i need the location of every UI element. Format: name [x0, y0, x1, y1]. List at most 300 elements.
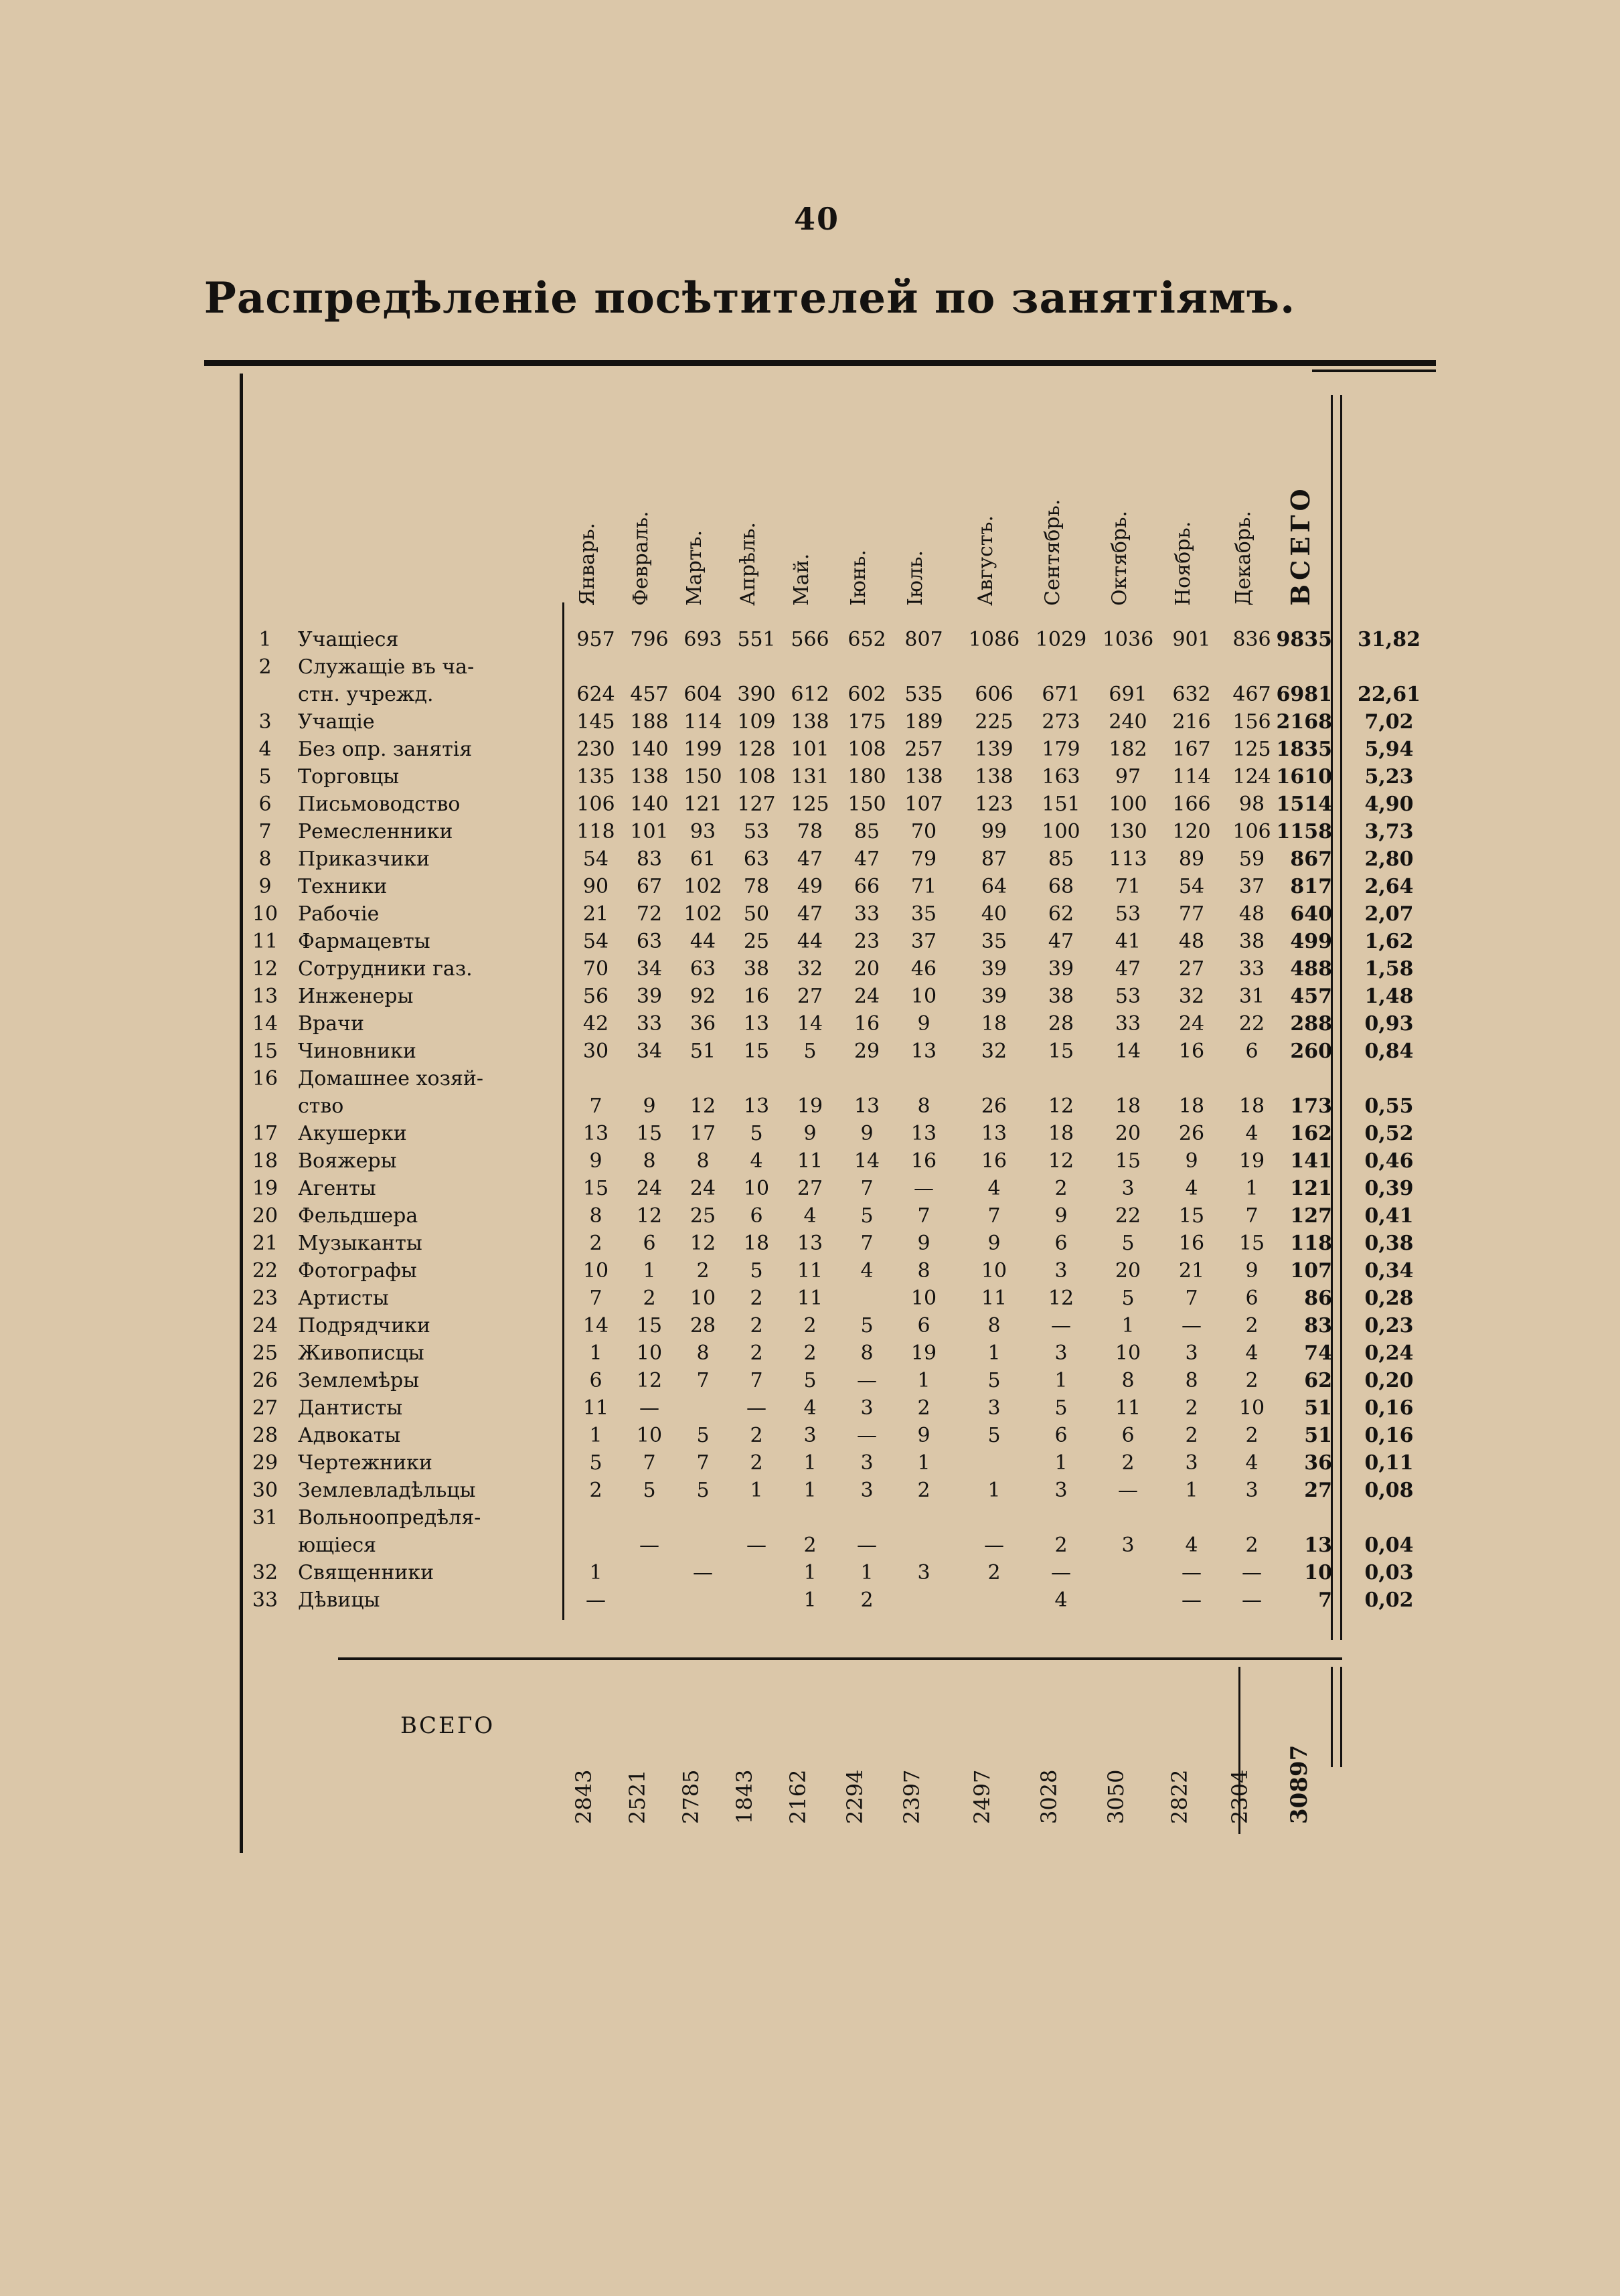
month-value: 67 [636, 875, 663, 898]
month-value: 128 [737, 738, 776, 761]
month-value: 138 [630, 765, 669, 789]
table-row [0, 1396, 1620, 1424]
table-row [0, 1369, 1620, 1396]
month-value: 26 [981, 1094, 1007, 1118]
month-value: 1 [803, 1561, 817, 1584]
month-value: 2 [1121, 1451, 1135, 1475]
month-value: 140 [630, 738, 669, 761]
month-header-label: Мартъ. [683, 529, 706, 606]
month-value: 10 [636, 1341, 663, 1365]
month-value: 4 [803, 1396, 817, 1420]
row-total: 817 [1290, 875, 1332, 898]
row-number: 7 [258, 820, 272, 843]
row-number: 30 [252, 1479, 278, 1502]
month-value: 140 [630, 793, 669, 816]
month-value: 179 [1042, 738, 1080, 761]
month-value: 22 [1238, 1012, 1265, 1036]
row-total: 127 [1290, 1204, 1332, 1228]
month-value: 612 [791, 683, 829, 706]
month-value: 108 [737, 765, 776, 789]
month-value: 14 [854, 1149, 880, 1173]
month-value: 14 [1115, 1040, 1141, 1063]
row-total: 74 [1304, 1341, 1332, 1365]
month-value: 71 [910, 875, 937, 898]
month-value: 3 [1245, 1479, 1259, 1502]
occupation-label: ство [298, 1094, 344, 1118]
row-number: 1 [258, 628, 272, 651]
month-value: 240 [1109, 710, 1147, 734]
month-value: 48 [1178, 930, 1205, 953]
month-total [1031, 1697, 1071, 1824]
occupation-label: Приказчики [298, 847, 430, 871]
month-value: 1 [589, 1424, 602, 1447]
month-value: 34 [636, 957, 663, 981]
month-value: 1029 [1035, 628, 1087, 651]
month-header [894, 405, 934, 606]
table-row [0, 710, 1620, 738]
row-number: 17 [252, 1122, 278, 1145]
occupation-label: Артисты [298, 1287, 389, 1310]
row-percent: 3,73 [1364, 820, 1414, 843]
month-total-value: 3028 [1036, 1769, 1062, 1824]
month-value: 566 [791, 628, 829, 651]
month-total-value: 2497 [969, 1769, 995, 1824]
month-value: 13 [582, 1122, 609, 1145]
month-value: 28 [690, 1314, 716, 1337]
month-value: 6 [1054, 1232, 1068, 1255]
month-value: 3 [803, 1424, 817, 1447]
table-row [0, 1040, 1620, 1067]
month-value: 56 [582, 985, 609, 1008]
table-row [0, 1259, 1620, 1287]
month-value: 92 [690, 985, 716, 1008]
month-value: — [914, 1177, 934, 1200]
month-value: 3 [1121, 1534, 1135, 1557]
month-value: 54 [1178, 875, 1205, 898]
month-value: 29 [854, 1040, 880, 1063]
table-row [0, 628, 1620, 655]
occupation-label: Землевладѣльцы [298, 1479, 476, 1502]
table-row [0, 1149, 1620, 1177]
month-value: 8 [1185, 1369, 1198, 1392]
month-value: 8 [589, 1204, 602, 1228]
row-percent: 0,16 [1364, 1396, 1414, 1420]
row-total: 173 [1290, 1094, 1332, 1118]
month-value: 166 [1172, 793, 1211, 816]
month-value: 604 [683, 683, 722, 706]
month-value: 5 [803, 1040, 817, 1063]
row-total: 86 [1304, 1287, 1332, 1310]
row-percent: 31,82 [1358, 628, 1421, 651]
month-header-label: Ноябрь. [1171, 521, 1195, 606]
month-value: 2 [750, 1424, 763, 1447]
month-value: 7 [1245, 1204, 1259, 1228]
month-value: 3 [1054, 1341, 1068, 1365]
month-value: — [984, 1534, 1004, 1557]
row-number: 8 [258, 847, 272, 871]
month-value: 39 [636, 985, 663, 1008]
month-value: 102 [683, 902, 722, 926]
row-total: 1158 [1276, 820, 1332, 843]
month-value: 97 [1115, 765, 1141, 789]
row-percent: 5,23 [1364, 765, 1414, 789]
occupation-label: Сотрудники газ. [298, 957, 473, 981]
month-header-label: Май. [790, 553, 813, 606]
month-value: 125 [1232, 738, 1271, 761]
month-value: 106 [1232, 820, 1271, 843]
row-total: 6981 [1276, 683, 1332, 706]
month-value: 188 [630, 710, 669, 734]
row-total: 1610 [1276, 765, 1332, 789]
month-value: 120 [1172, 820, 1211, 843]
month-value: 11 [797, 1149, 823, 1173]
month-value: 138 [791, 710, 829, 734]
row-number: 6 [258, 793, 272, 816]
month-value: — [1118, 1479, 1138, 1502]
table-row [0, 1094, 1620, 1122]
table-row [0, 820, 1620, 847]
table-row [0, 1012, 1620, 1040]
occupation-label: Подрядчики [298, 1314, 430, 1337]
month-value: 24 [636, 1177, 663, 1200]
month-value: 102 [683, 875, 722, 898]
month-value: 11 [797, 1287, 823, 1310]
month-value: 64 [981, 875, 1007, 898]
month-value: 47 [797, 847, 823, 871]
table-row [0, 1451, 1620, 1479]
month-total [619, 1697, 659, 1824]
month-value: 24 [1178, 1012, 1205, 1036]
month-value: 42 [582, 1012, 609, 1036]
month-value: 130 [1109, 820, 1147, 843]
month-value: 54 [582, 847, 609, 871]
month-value: 106 [576, 793, 615, 816]
month-value: 124 [1232, 765, 1271, 789]
month-value: 3 [1121, 1177, 1135, 1200]
month-value: 3 [987, 1396, 1001, 1420]
row-percent: 4,90 [1364, 793, 1414, 816]
month-value: 107 [904, 793, 943, 816]
row-percent: 1,48 [1364, 985, 1414, 1008]
month-value: 125 [791, 793, 829, 816]
month-value: 1 [917, 1369, 930, 1392]
month-value: 9 [589, 1149, 602, 1173]
month-value: 25 [743, 930, 770, 953]
footer-total-divider-double [1340, 1667, 1342, 1767]
row-total: 121 [1290, 1177, 1332, 1200]
row-total: 288 [1290, 1012, 1332, 1036]
month-value: — [857, 1369, 877, 1392]
month-value: 13 [854, 1094, 880, 1118]
month-value: 8 [643, 1149, 656, 1173]
month-value: 13 [910, 1040, 937, 1063]
month-value: 1 [917, 1451, 930, 1475]
month-value: 4 [860, 1259, 874, 1283]
month-value: 2 [803, 1341, 817, 1365]
month-value: 7 [917, 1204, 930, 1228]
row-number: 29 [252, 1451, 278, 1475]
occupation-label: Вояжеры [298, 1149, 397, 1173]
month-value: 39 [981, 985, 1007, 1008]
month-value: 18 [1048, 1122, 1074, 1145]
month-value: 19 [1238, 1149, 1265, 1173]
total-header [1282, 405, 1322, 606]
footer-total-divider [1331, 1667, 1333, 1767]
month-value: 671 [1042, 683, 1080, 706]
table-row [0, 738, 1620, 765]
row-number: 27 [252, 1396, 278, 1420]
month-value: 35 [910, 902, 937, 926]
row-percent: 0,03 [1364, 1561, 1414, 1584]
row-total: 1514 [1276, 793, 1332, 816]
month-total-value: 2822 [1167, 1769, 1192, 1824]
month-value: 34 [636, 1040, 663, 1063]
row-total: 141 [1290, 1149, 1332, 1173]
month-value: 8 [917, 1259, 930, 1283]
month-value: 72 [636, 902, 663, 926]
month-value: 273 [1042, 710, 1080, 734]
month-value: 10 [910, 985, 937, 1008]
month-value: 98 [1238, 793, 1265, 816]
month-value: 63 [636, 930, 663, 953]
row-percent: 0,20 [1364, 1369, 1414, 1392]
month-value: 32 [797, 957, 823, 981]
month-value: 1 [803, 1588, 817, 1612]
month-value: 4 [803, 1204, 817, 1228]
month-value: 5 [987, 1369, 1001, 1392]
table-row [0, 1534, 1620, 1561]
month-total-value: 2162 [785, 1769, 811, 1824]
month-value: 9 [860, 1122, 874, 1145]
row-number: 3 [258, 710, 272, 734]
month-value: 1 [803, 1479, 817, 1502]
month-value: 12 [636, 1369, 663, 1392]
month-value: 2 [750, 1287, 763, 1310]
month-value: 131 [791, 765, 829, 789]
month-value: 127 [737, 793, 776, 816]
month-value: 2 [917, 1396, 930, 1420]
occupation-label: Рабочіе [298, 902, 380, 926]
month-value: 180 [847, 765, 886, 789]
row-number: 4 [258, 738, 272, 761]
table-row [0, 655, 1620, 683]
month-value: 121 [683, 793, 722, 816]
month-value: 9 [1185, 1149, 1198, 1173]
row-percent: 0,84 [1364, 1040, 1414, 1063]
month-value: 1 [803, 1451, 817, 1475]
occupation-label: Священники [298, 1561, 434, 1584]
row-percent: 0,04 [1364, 1534, 1414, 1557]
month-value: 10 [582, 1259, 609, 1283]
month-value: 5 [987, 1424, 1001, 1447]
occupation-label: Учащіеся [298, 628, 399, 651]
row-percent: 0,39 [1364, 1177, 1414, 1200]
table-row [0, 1561, 1620, 1588]
month-value: 11 [981, 1287, 1007, 1310]
table-row [0, 902, 1620, 930]
row-number: 31 [252, 1506, 278, 1530]
row-number: 33 [252, 1588, 278, 1612]
month-value: 49 [797, 875, 823, 898]
month-total-value: 2785 [678, 1769, 704, 1824]
month-value: 21 [1178, 1259, 1205, 1283]
month-value: 1 [860, 1561, 874, 1584]
row-percent: 0,08 [1364, 1479, 1414, 1502]
occupation-label: Живописцы [298, 1341, 424, 1365]
month-value: 53 [1115, 902, 1141, 926]
month-total-value: 3050 [1103, 1769, 1129, 1824]
month-value: 167 [1172, 738, 1211, 761]
month-value: — [1182, 1561, 1202, 1584]
row-percent: 0,38 [1364, 1232, 1414, 1255]
month-value: 79 [910, 847, 937, 871]
month-value: 15 [582, 1177, 609, 1200]
month-value: 12 [1048, 1094, 1074, 1118]
month-value: 1 [589, 1341, 602, 1365]
month-value: 8 [1121, 1369, 1135, 1392]
month-value: 114 [1172, 765, 1211, 789]
month-value: 2 [589, 1232, 602, 1255]
month-value: — [639, 1534, 659, 1557]
month-value: 20 [1115, 1259, 1141, 1283]
table-row [0, 683, 1620, 710]
month-value: 8 [696, 1341, 710, 1365]
month-header [1222, 405, 1262, 606]
row-percent: 2,07 [1364, 902, 1414, 926]
month-value: 1 [750, 1479, 763, 1502]
month-value: 6 [643, 1232, 656, 1255]
row-number: 10 [252, 902, 278, 926]
month-value: — [1051, 1314, 1071, 1337]
month-value: 19 [797, 1094, 823, 1118]
month-value: 5 [643, 1479, 656, 1502]
month-value: 257 [904, 738, 943, 761]
month-value: 71 [1115, 875, 1141, 898]
total-header-label: ВСЕГО [1285, 485, 1315, 606]
row-number: 21 [252, 1232, 278, 1255]
month-value: 390 [737, 683, 776, 706]
month-value: 48 [1238, 902, 1265, 926]
month-value: 11 [797, 1259, 823, 1283]
month-value: 15 [1238, 1232, 1265, 1255]
month-header-label: Январь. [576, 522, 599, 606]
occupation-label: Адвокаты [298, 1424, 401, 1447]
month-value: 8 [987, 1314, 1001, 1337]
month-value: 70 [582, 957, 609, 981]
month-value: 20 [854, 957, 880, 981]
row-number: 2 [258, 655, 272, 679]
row-total: 36 [1304, 1451, 1332, 1475]
month-value: 78 [743, 875, 770, 898]
row-number: 14 [252, 1012, 278, 1036]
month-value: 47 [797, 902, 823, 926]
month-value: 39 [981, 957, 1007, 981]
month-value: 2 [1245, 1369, 1259, 1392]
month-value: 13 [910, 1122, 937, 1145]
row-number: 25 [252, 1341, 278, 1365]
month-value: 16 [910, 1149, 937, 1173]
month-value: 15 [1048, 1040, 1074, 1063]
page-number: 40 [793, 201, 839, 237]
month-header-label: Октябрь. [1108, 510, 1131, 606]
row-total: 51 [1304, 1396, 1332, 1420]
row-percent: 7,02 [1364, 710, 1414, 734]
month-header-label: Февраль. [629, 511, 653, 606]
occupation-label: Чертежники [298, 1451, 432, 1475]
month-value: 6 [917, 1314, 930, 1337]
month-value: 8 [696, 1149, 710, 1173]
month-value: — [1051, 1561, 1071, 1584]
month-value: 78 [797, 820, 823, 843]
month-value: 83 [636, 847, 663, 871]
table-row [0, 1067, 1620, 1094]
month-value: 90 [582, 875, 609, 898]
month-value: 5 [589, 1451, 602, 1475]
month-value: 11 [1115, 1396, 1141, 1420]
month-value: 18 [1238, 1094, 1265, 1118]
row-percent: 0,41 [1364, 1204, 1414, 1228]
month-value: 2 [803, 1534, 817, 1557]
month-value: 46 [910, 957, 937, 981]
month-value: 35 [981, 930, 1007, 953]
month-value: 145 [576, 710, 615, 734]
month-value: 3 [1054, 1259, 1068, 1283]
month-value: 100 [1042, 820, 1080, 843]
month-value: 467 [1232, 683, 1271, 706]
month-value: 77 [1178, 902, 1205, 926]
month-header-label: Апрѣль. [736, 522, 760, 606]
month-value: 109 [737, 710, 776, 734]
table-top-rule [204, 360, 1436, 366]
month-value: 18 [1178, 1094, 1205, 1118]
month-value: 3 [1185, 1451, 1198, 1475]
month-value: 66 [854, 875, 880, 898]
month-value: 12 [1048, 1287, 1074, 1310]
month-value: 7 [987, 1204, 1001, 1228]
month-value: 11 [582, 1396, 609, 1420]
month-value: 16 [743, 985, 770, 1008]
row-number: 16 [252, 1067, 278, 1090]
month-total-value: 2304 [1227, 1769, 1252, 1824]
month-value: 63 [690, 957, 716, 981]
month-value: 1 [987, 1341, 1001, 1365]
month-value: 89 [1178, 847, 1205, 871]
occupation-label: Торговцы [298, 765, 400, 789]
table-row [0, 875, 1620, 902]
month-value: 2 [1054, 1177, 1068, 1200]
month-value: 38 [1238, 930, 1265, 953]
row-number: 9 [258, 875, 272, 898]
row-percent: 0,55 [1364, 1094, 1414, 1118]
row-percent: 5,94 [1364, 738, 1414, 761]
month-value: 691 [1109, 683, 1147, 706]
row-number: 28 [252, 1424, 278, 1447]
month-value: 4 [1245, 1122, 1259, 1145]
occupation-label: Техники [298, 875, 388, 898]
month-value: 15 [743, 1040, 770, 1063]
month-header-label: Іюнь. [847, 550, 870, 606]
month-value: 5 [803, 1369, 817, 1392]
row-total: 2168 [1276, 710, 1332, 734]
month-value: 9 [803, 1122, 817, 1145]
month-value: 10 [1115, 1341, 1141, 1365]
month-value: 1 [589, 1561, 602, 1584]
month-value: 151 [1042, 793, 1080, 816]
month-value: 2 [643, 1287, 656, 1310]
month-value: 632 [1172, 683, 1211, 706]
month-value: 38 [1048, 985, 1074, 1008]
month-value: 5 [750, 1122, 763, 1145]
